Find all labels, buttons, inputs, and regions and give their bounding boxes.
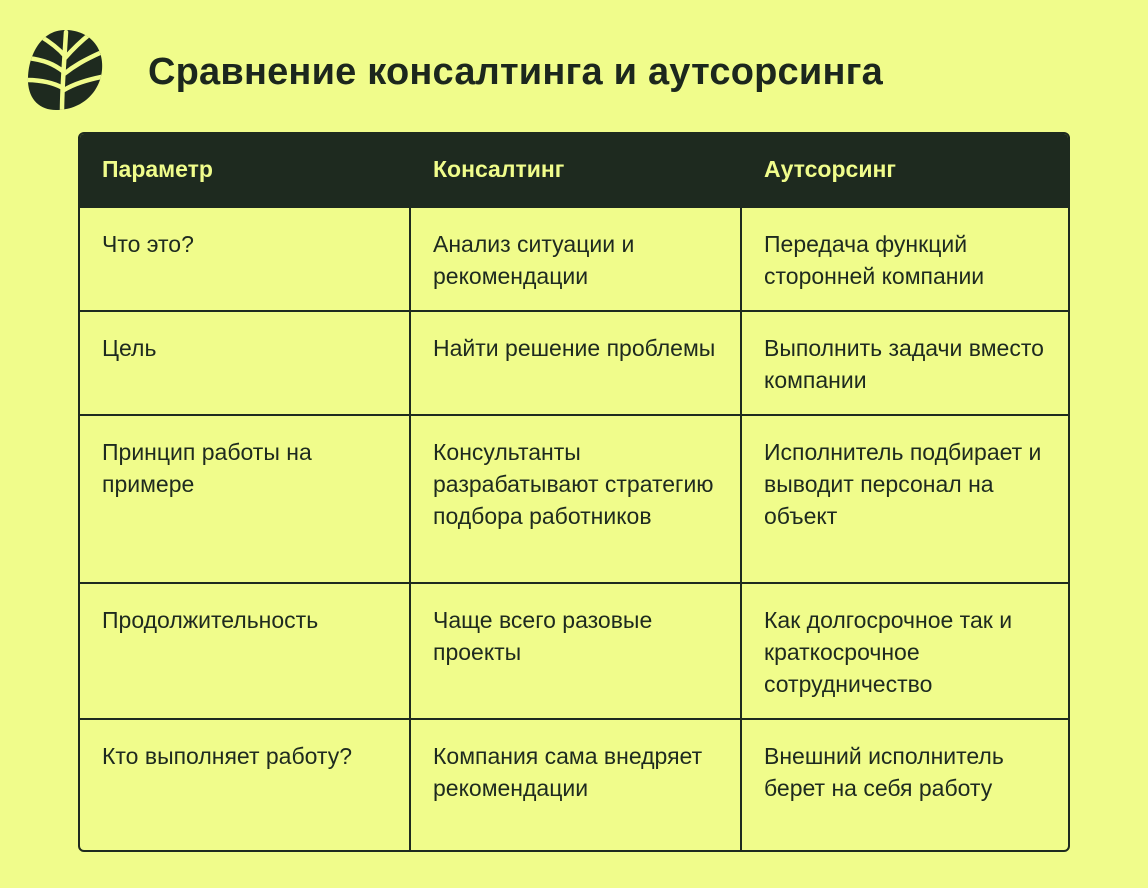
consulting-cell: Консультанты разрабатывают стратегию подбора работников — [411, 416, 742, 582]
outsourcing-cell: Внешний исполнитель берет на себя работу — [764, 743, 1004, 801]
table-row — [80, 206, 1068, 310]
param-cell: Кто выполняет работу? — [80, 720, 411, 852]
comparison-table — [78, 132, 1070, 852]
table-row — [80, 718, 1068, 852]
header-cell-outsourcing: Аутсорсинг — [764, 156, 896, 182]
outsourcing-cell: Выполнить задачи вместо компании — [764, 335, 1044, 393]
table-row — [80, 414, 1068, 582]
outsourcing-cell: Исполнитель подбирает и выводит персонал на объект — [764, 439, 1042, 529]
consulting-cell: Чаще всего разовые проекты — [411, 584, 742, 718]
param-cell: Что это? — [80, 208, 411, 310]
page-title: Сравнение консалтинга и аутсорсинга — [148, 51, 883, 93]
consulting-cell: Анализ ситуации и рекомендации — [411, 208, 742, 310]
outsourcing-cell: Передача функций сторонней компании — [764, 231, 985, 289]
table-header-row — [80, 134, 1068, 206]
param-cell: Продолжительность — [80, 584, 411, 718]
table-row — [80, 582, 1068, 718]
consulting-cell: Найти решение проблемы — [411, 312, 742, 414]
header-cell-parameter: Параметр — [102, 156, 213, 182]
param-cell: Принцип работы на примере — [80, 416, 411, 582]
table-row — [80, 310, 1068, 414]
param-cell: Цель — [80, 312, 411, 414]
consulting-cell: Компания сама внедряет рекомендации — [411, 720, 742, 852]
header-cell-consulting: Консалтинг — [433, 156, 565, 182]
outsourcing-cell: Как долгосрочное так и краткосрочное сотрудничество — [764, 607, 1013, 697]
tree-leaf-icon — [26, 28, 104, 112]
